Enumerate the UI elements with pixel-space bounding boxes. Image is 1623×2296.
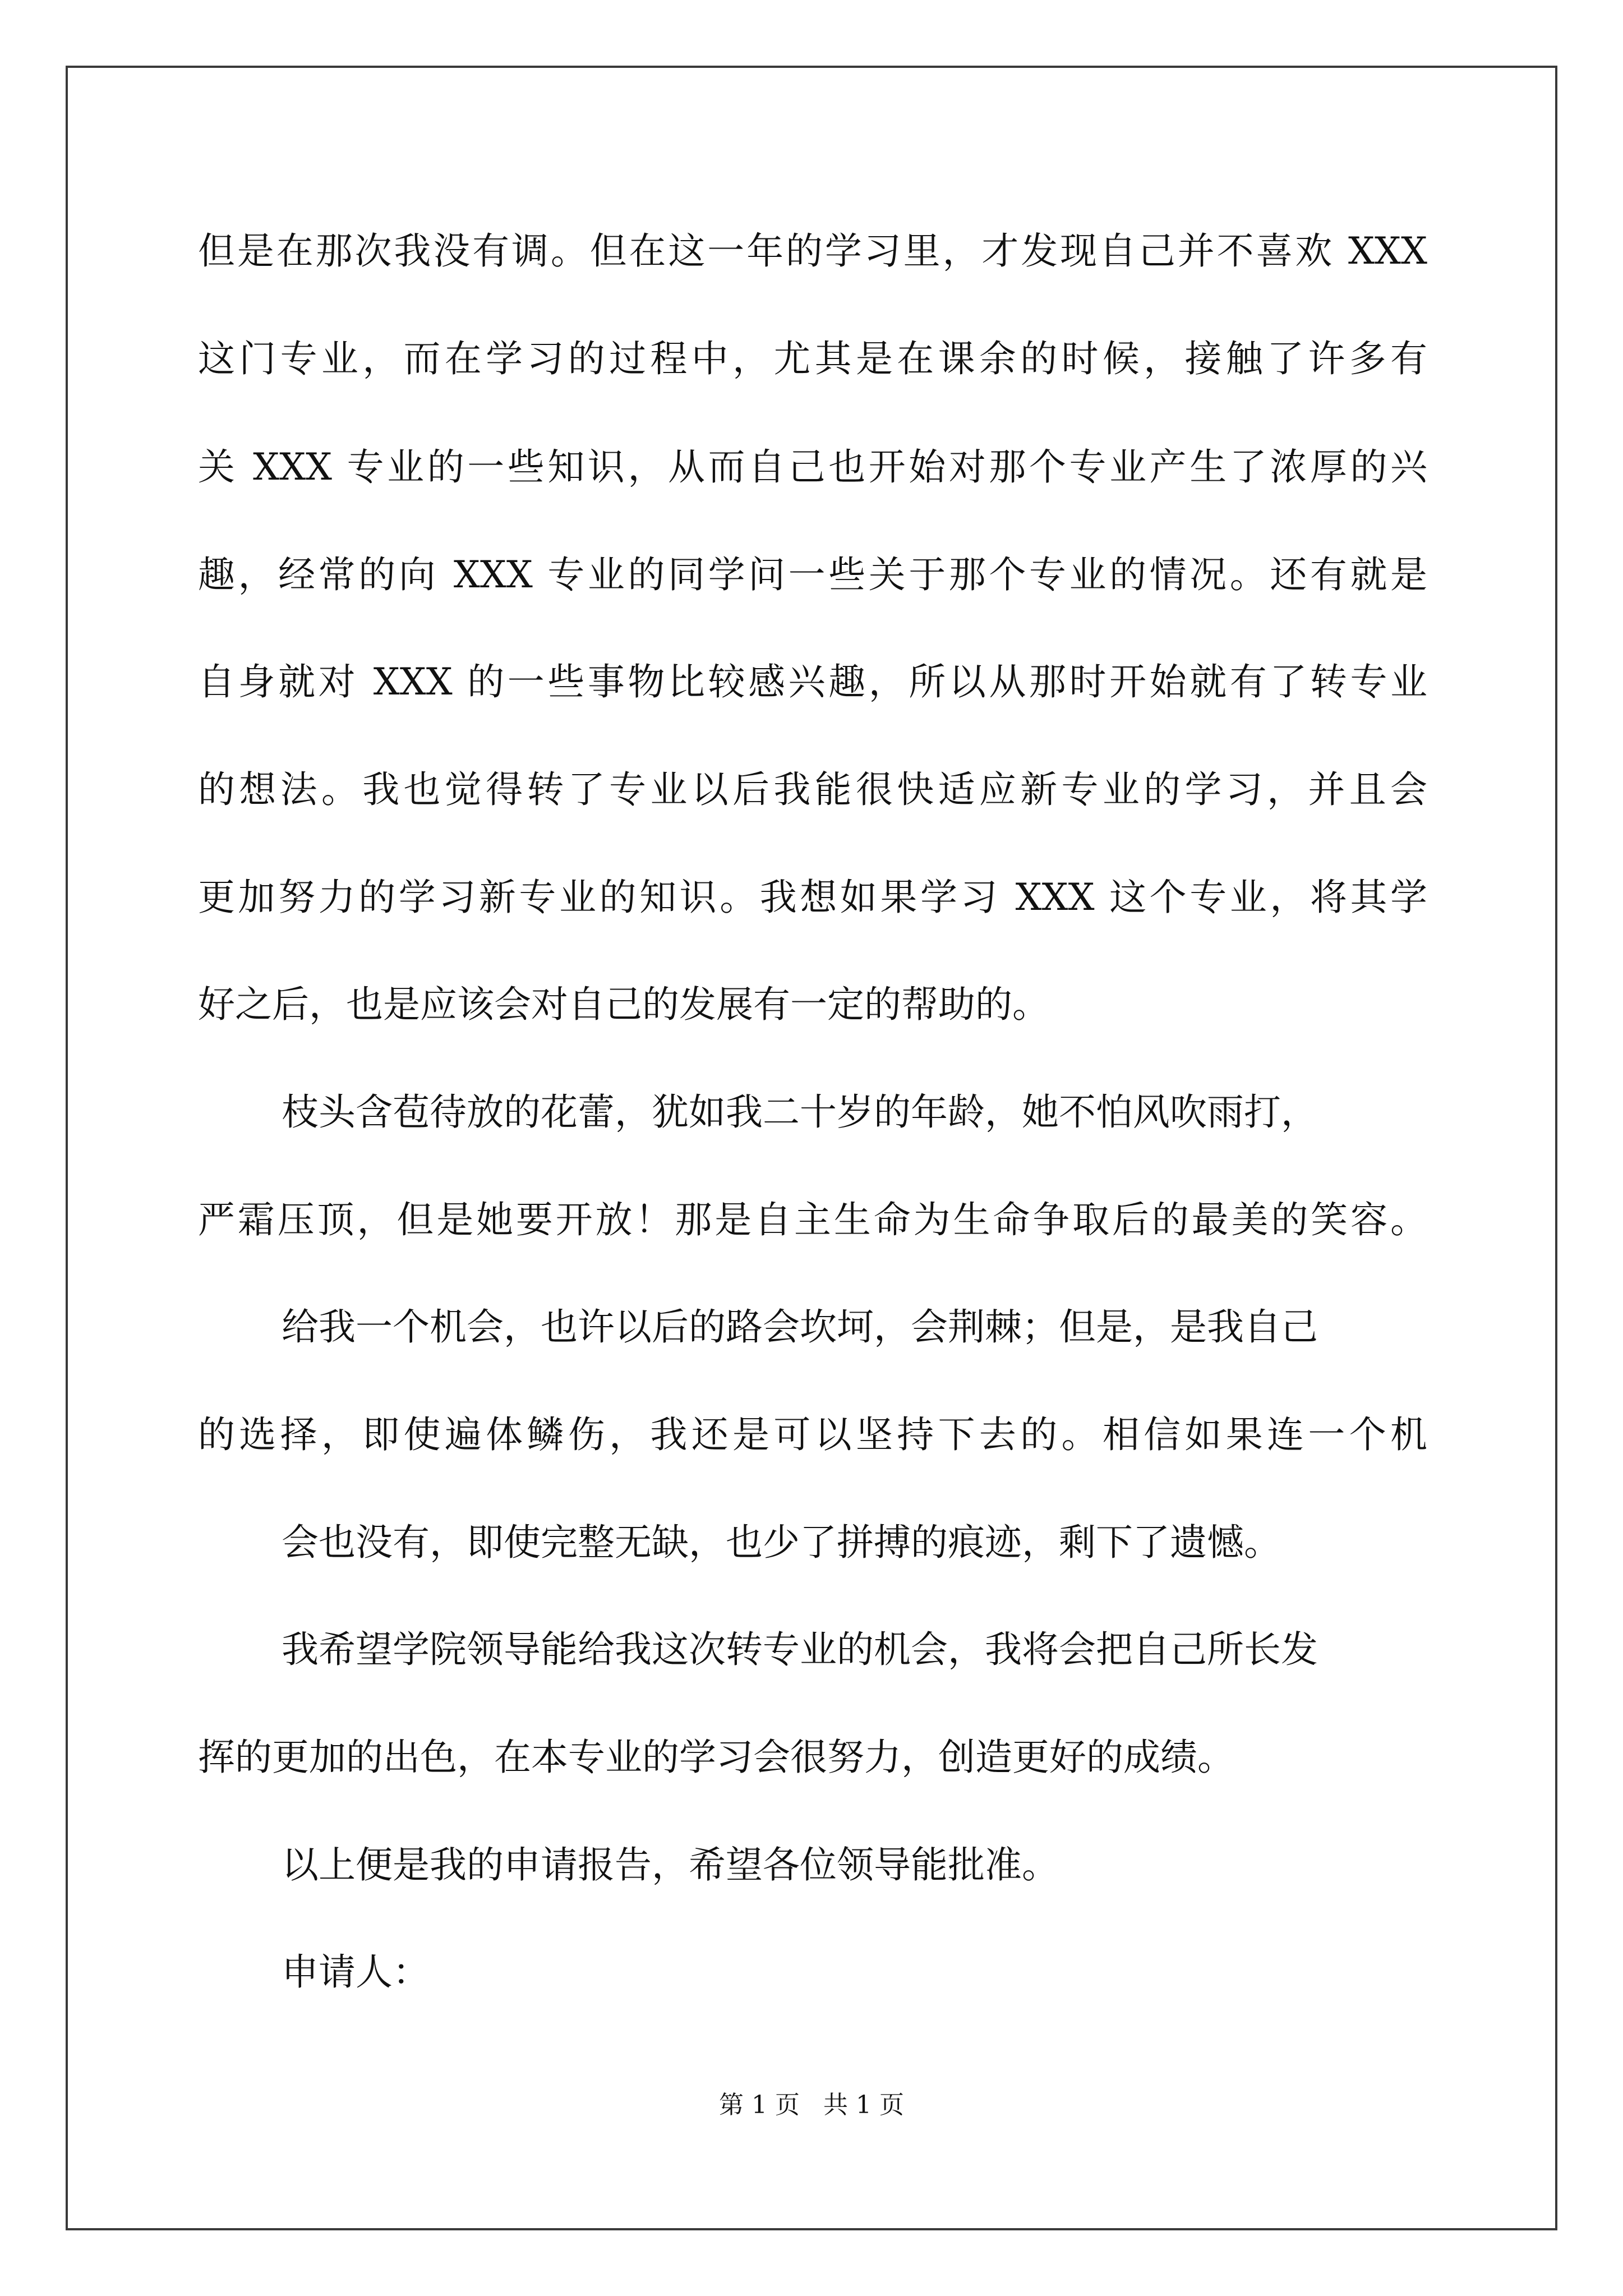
text-line-6: 的想法。我也觉得转了专业以后我能很快适应新专业的学习，并且会 [198, 768, 1427, 811]
text-line-3: 关 XXX 专业的一些知识，从而自己也开始对那个专业产生了浓厚的兴 [198, 445, 1427, 489]
text-line-1: 但是在那次我没有调。但在这一年的学习里，才发现自己并不喜欢 XXX [198, 229, 1427, 273]
text-line-9: 枝头含苞待放的花蕾，犹如我二十岁的年龄，她不怕风吹雨打， [282, 1091, 1318, 1134]
text-line-5: 自身就对 XXX 的一些事物比较感兴趣，所以从那时开始就有了转专业 [198, 660, 1427, 703]
text-line-7: 更加努力的学习新专业的知识。我想如果学习 XXX 这个专业，将其学 [198, 876, 1427, 919]
text-line-8: 好之后，也是应该会对自己的发展有一定的帮助的。 [198, 983, 1049, 1026]
text-line-14: 我希望学院领导能给我这次转专业的机会，我将会把自己所长发 [282, 1628, 1318, 1671]
text-line-10: 严霜压顶，但是她要开放！那是自主生命为生命争取后的最美的笑容。 [198, 1198, 1427, 1241]
text-line-4: 趣，经常的向 XXX 专业的同学问一些关于那个专业的情况。还有就是 [198, 553, 1427, 596]
page-footer: 第 1 页 共 1 页 [719, 2091, 904, 2119]
text-line-13: 会也没有，即使完整无缺，也少了拼搏的痕迹，剩下了遗憾。 [282, 1521, 1281, 1564]
text-line-11: 给我一个机会，也许以后的路会坎坷，会荆棘；但是，是我自己 [282, 1305, 1318, 1349]
text-line-16: 以上便是我的申请报告，希望各位领导能批准。 [282, 1843, 1059, 1887]
page-border [66, 66, 1557, 2230]
text-line-2: 这门专业，而在学习的过程中，尤其是在课余的时候，接触了许多有 [198, 337, 1427, 380]
signature-label: 申请人： [282, 1950, 430, 1994]
text-line-15: 挥的更加的出色，在本专业的学习会很努力，创造更好的成绩。 [198, 1736, 1234, 1779]
text-line-12: 的选择，即使遍体鳞伤，我还是可以坚持下去的。相信如果连一个机 [198, 1413, 1427, 1456]
